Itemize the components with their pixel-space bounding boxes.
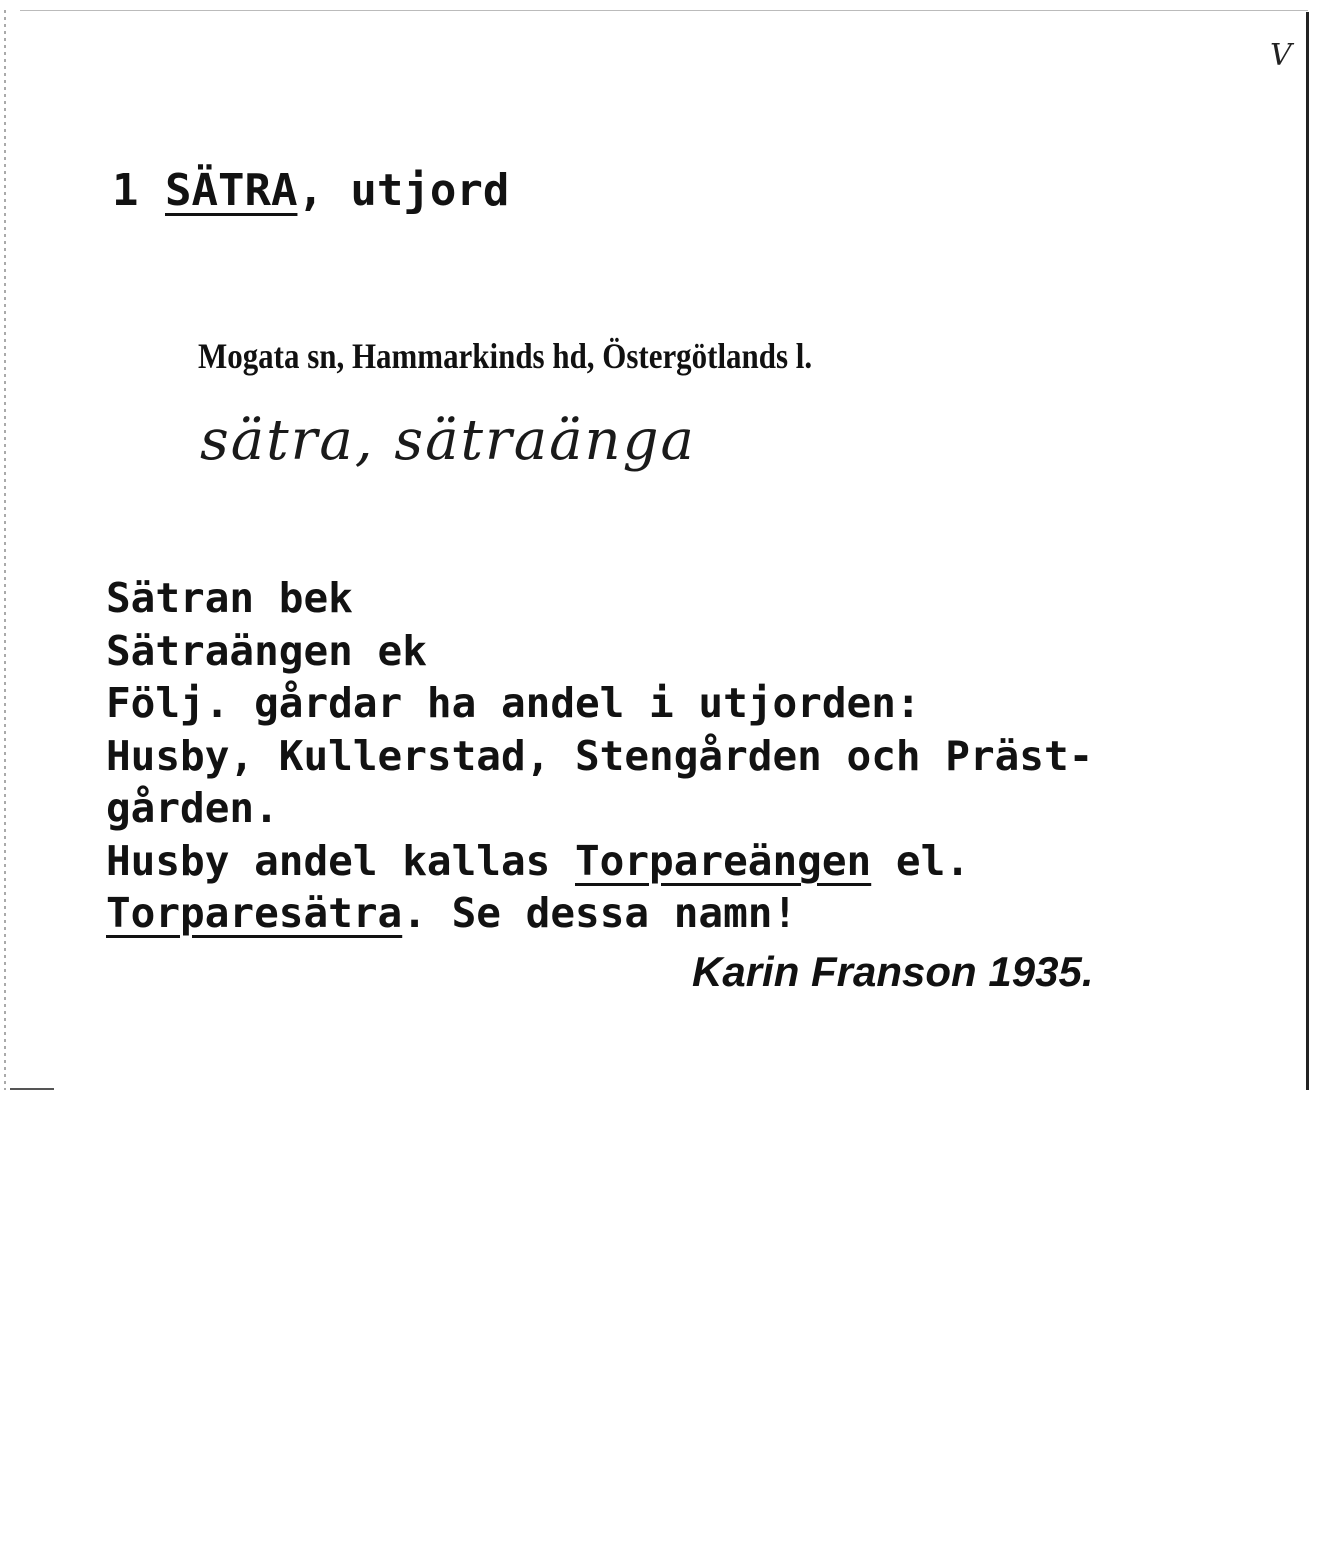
entry-number: 1 — [112, 165, 139, 216]
body-line: Följ. gårdar ha andel i utjorden: — [106, 679, 921, 727]
body-text: Husby andel kallas — [106, 836, 575, 885]
place-name: SÄTRA — [165, 165, 298, 216]
card-edge-bottom — [10, 1088, 54, 1090]
body-text: . Se dessa namn! — [402, 889, 798, 937]
card-heading — [112, 165, 509, 216]
card-body — [106, 572, 1306, 940]
body-text: el. — [871, 836, 970, 885]
card-edge-top — [20, 10, 1308, 11]
body-line: Husby, Kullerstad, Stengården och Präst- — [106, 731, 1094, 780]
handwritten-pronunciation: sätra, sätraänga — [200, 408, 696, 473]
cross-reference-name: Torpareängen — [575, 836, 872, 885]
cross-reference-name: Torparesätra — [106, 889, 403, 937]
body-line: gården. — [106, 784, 279, 832]
card-edge-left — [4, 10, 6, 1090]
body-line — [106, 887, 1306, 940]
body-line — [106, 835, 1306, 888]
body-line: Sätran bek — [106, 574, 353, 622]
corner-check-mark: V — [1270, 38, 1292, 73]
card-edge-right — [1306, 12, 1309, 1090]
location-stamp: Mogata sn, Hammarkinds hd, Östergötlands l. — [198, 336, 813, 376]
signature: Karin Franson 1935. — [692, 948, 1094, 995]
place-type: , utjord — [297, 165, 510, 216]
body-line: Sätraängen ek — [106, 626, 427, 675]
